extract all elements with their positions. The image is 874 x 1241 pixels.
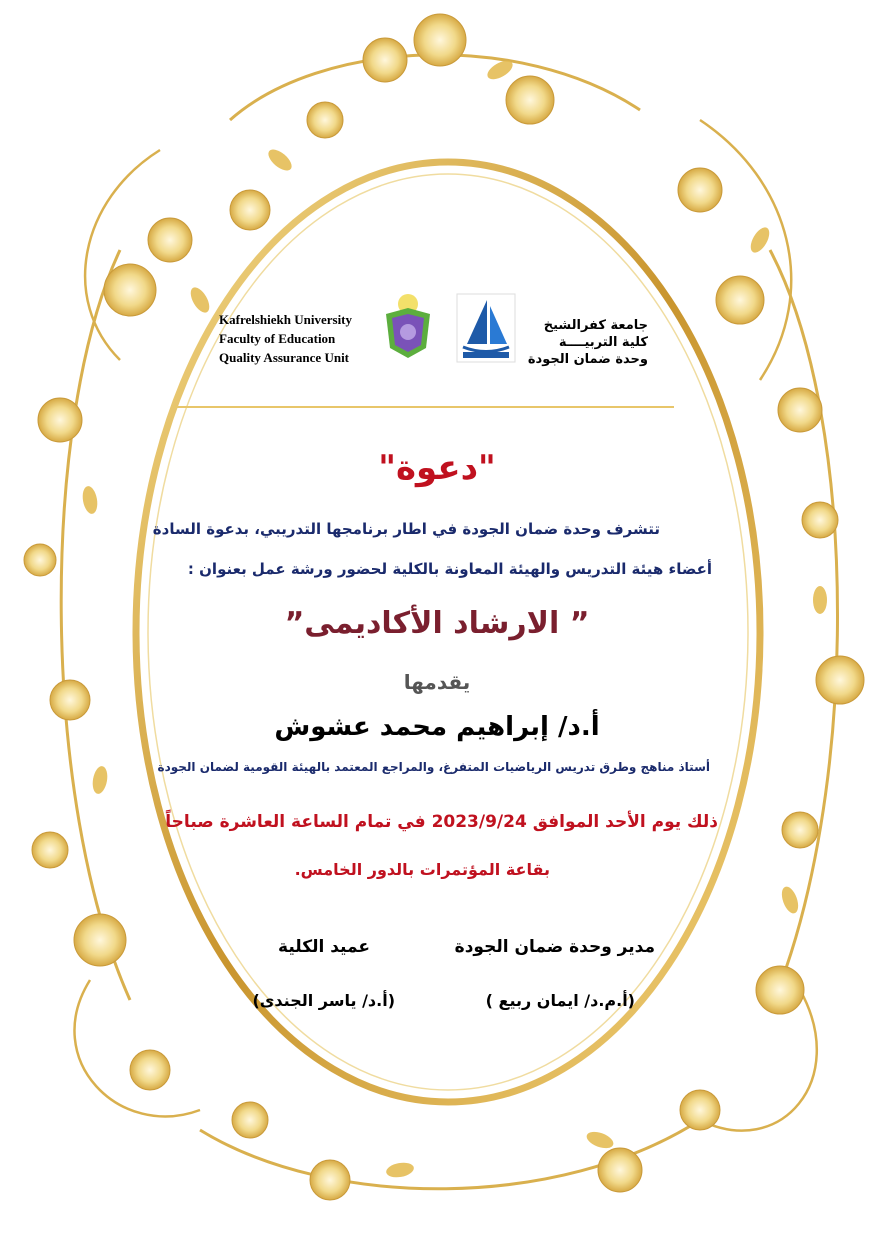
presented-by-label: يقدمها xyxy=(403,670,471,694)
university-name-english xyxy=(219,310,352,367)
header-arabic-line: وحدة ضمان الجودة xyxy=(527,352,648,367)
signature-name-quality-director: (أ.م.د/ ايمان ربيع ) xyxy=(485,991,635,1010)
event-venue: بقاعة المؤتمرات بالدور الخامس. xyxy=(294,860,550,879)
signature-title-dean: عميد الكلية xyxy=(278,937,370,957)
header-english-line: Faculty of Education xyxy=(219,331,336,346)
intro-line: تتشرف وحدة ضمان الجودة في اطار برنامجها التدريبي، بدعوة السادة xyxy=(152,520,660,538)
event-date-line: ذلك يوم الأحد الموافق 2023/9/24 في تمام الساعة العاشرة صباحاً xyxy=(165,812,718,832)
workshop-title: ”الارشاد الأكاديمى ” xyxy=(284,606,590,641)
signature-name-dean: (أ.د/ ياسر الجندى) xyxy=(252,991,395,1010)
intro-line: أعضاء هيئة التدريس والهيئة المعاونة بالكلية لحضور ورشة عمل بعنوان : xyxy=(187,560,712,578)
speaker-name: أ.د/ إبراهيم محمد عشوش xyxy=(274,712,600,742)
header-divider xyxy=(172,406,674,408)
faculty-crest-logo xyxy=(380,290,436,360)
quality-unit-logo xyxy=(455,292,517,364)
university-name-arabic xyxy=(528,317,648,368)
header-arabic-line: كلية التربيــــة xyxy=(558,335,648,350)
speaker-description: أستاذ مناهج وطرق تدريس الرياضيات المتفرغ، والمراجع المعتمد بالهيئة القومية لضمان الجودة xyxy=(157,760,710,774)
signature-title-quality-director: مدير وحدة ضمان الجودة xyxy=(454,937,655,957)
invitation-title: "دعوة" xyxy=(378,448,496,488)
header-english-line: Kafrelshiekh University xyxy=(219,312,353,327)
header-arabic-line: جامعة كفرالشيخ xyxy=(543,318,648,333)
header-english-line: Quality Assurance Unit xyxy=(219,350,350,365)
